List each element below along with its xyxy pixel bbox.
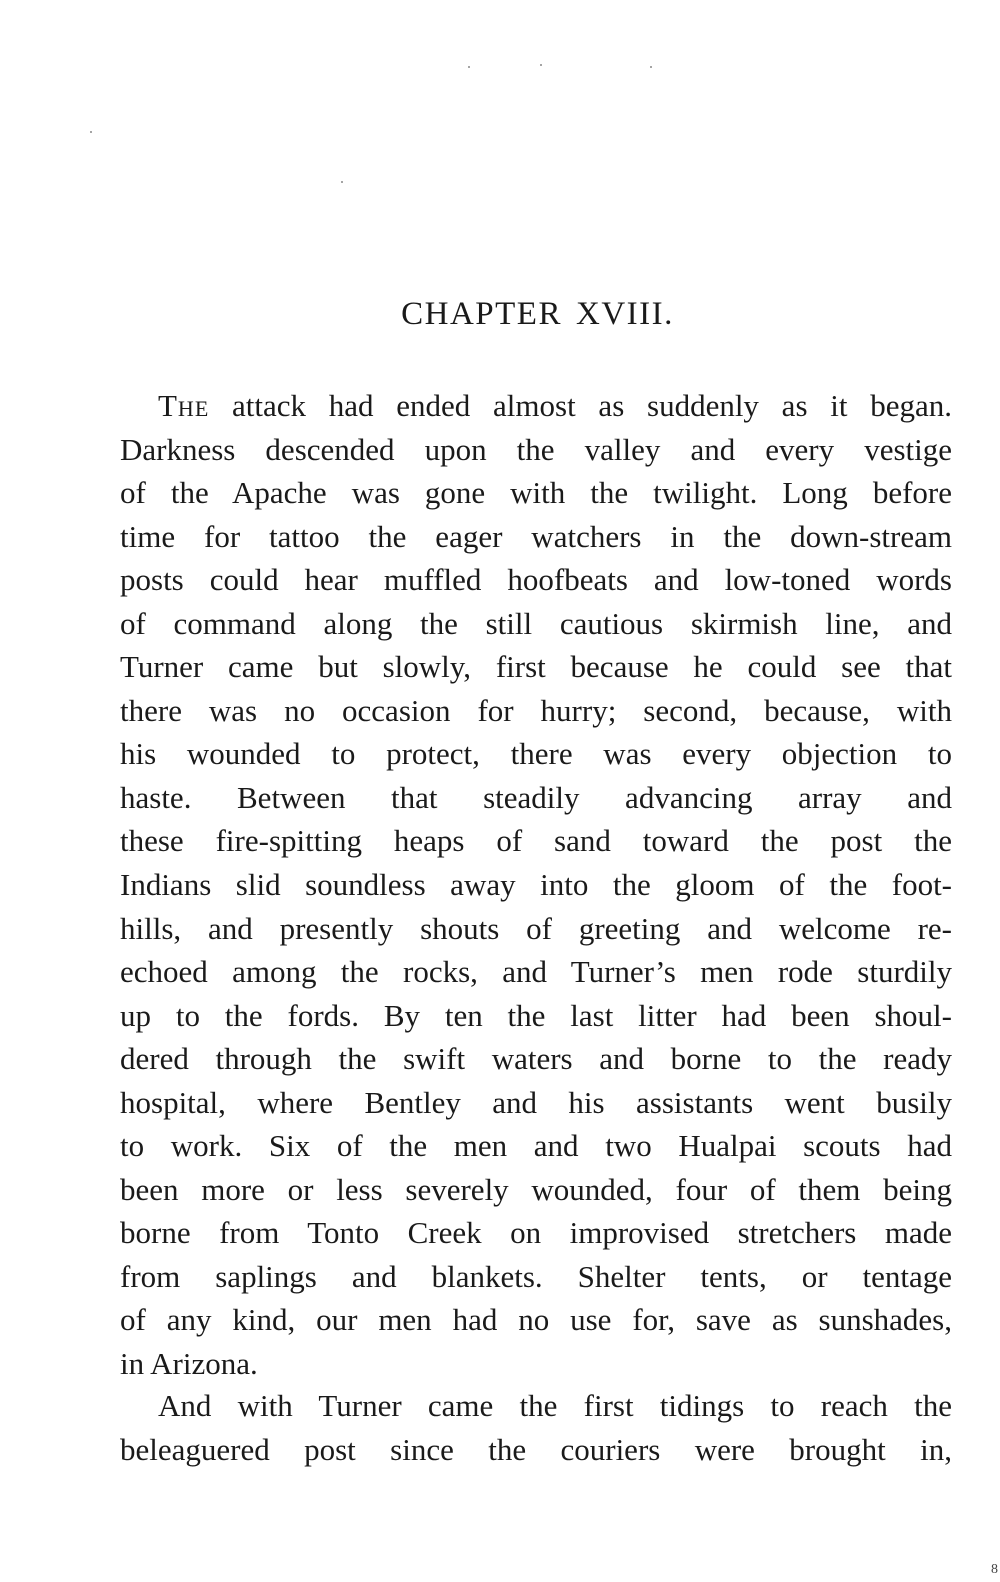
text-line: there was no occasion for hurry; second, because, with (120, 692, 952, 728)
text-line: beleaguered post since the couriers were brought in, (120, 1431, 952, 1467)
text-line: Turner came but slowly, first because he could see that (120, 649, 952, 685)
signature-mark: 8 (991, 1562, 998, 1577)
text-line: hills, and presently shouts of greeting and welcome re- (120, 910, 952, 946)
text-line: posts could hear muffled hoofbeats and low-toned words (120, 562, 952, 598)
text-line: of the Apache was gone with the twilight. Long before (120, 475, 952, 511)
chapter-label: CHAPTER (401, 296, 562, 332)
text-line: in Arizona. (120, 1346, 258, 1382)
text-line: Darkness descended upon the valley and every vestige (120, 431, 952, 467)
text-line: to work. Six of the men and two Hualpai scouts had (120, 1128, 952, 1164)
text-line: from saplings and blankets. Shelter tents, or tentage (120, 1258, 952, 1294)
chapter-numeral: XVIII. (575, 296, 674, 332)
text-line: hospital, where Bentley and his assistants went busily (120, 1084, 952, 1120)
text-line: these fire-spitting heaps of sand toward the post the (120, 823, 952, 859)
text-line: of command along the still cautious skirmish line, and (120, 605, 952, 641)
text-line: time for tattoo the eager watchers in the down-stream (120, 518, 952, 554)
chapter-heading (0, 296, 1000, 333)
text-line: And with Turner came the first tidings to reach the (158, 1388, 952, 1423)
text-line: echoed among the rocks, and Turner’s men rode sturdily (120, 954, 952, 990)
text-line: of any kind, our men had no use for, save as sunshades, (120, 1302, 952, 1338)
drop-lead-word: The (158, 388, 210, 423)
text-line: haste. Between that steadily advancing array and (120, 779, 952, 815)
text-line: his wounded to protect, there was every objection to (120, 736, 952, 772)
text-line: dered through the swift waters and borne to the ready (120, 1041, 952, 1077)
text-line: The attack had ended almost as suddenly as it began. (158, 388, 952, 423)
paragraph-2 (120, 1384, 952, 1471)
paragraph-1 (120, 384, 952, 1386)
text-line: Indians slid soundless away into the gloom of the foot- (120, 867, 952, 903)
text-line: up to the fords. By ten the last litter had been shoul- (120, 997, 952, 1033)
text-line: been more or less severely wounded, four of them being (120, 1171, 952, 1207)
text-line: borne from Tonto Creek on improvised stretchers made (120, 1215, 952, 1251)
